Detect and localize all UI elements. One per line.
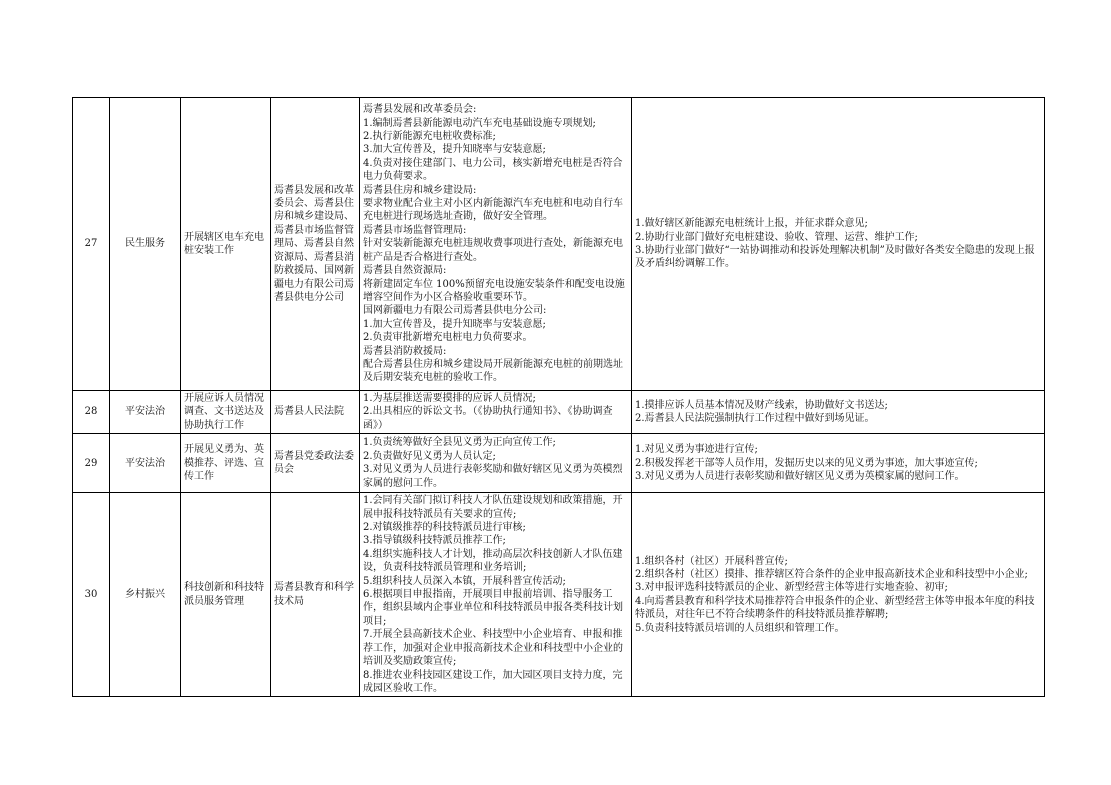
town-duties-cell: [632, 391, 1045, 434]
category-cell: 平安法治: [110, 434, 181, 493]
duty-line: 1.加大宣传普及，提升知晓率与安装意愿;: [363, 318, 546, 330]
town-duty-line: 5.负责科技特派员培训的人员组织和管理工作。: [635, 622, 845, 634]
duty-line: 国网新疆电力有限公司焉耆县供电分公司:: [363, 305, 547, 317]
duty-line: 3.加大宣传普及，提升知晓率与安装意愿;: [363, 144, 546, 156]
duty-line: 1.负责统筹做好全县见义勇为正向宣传工作;: [363, 437, 556, 449]
row-number: 29: [73, 434, 110, 493]
department-duties-cell: [360, 98, 632, 391]
department-duties-cell: [360, 391, 632, 434]
duty-line: 6.根据项目申报指南，开展项目申报前培训、指导服务工作，组织县域内企事业单位和科技特派员申报各类科技计划项目;: [363, 589, 623, 627]
responsible-units-cell: 焉耆县党委政法委员会: [271, 434, 360, 493]
town-duty-line: 3.协助行业部门做好“一站协调推动和投诉处理解决机制”及时做好各类安全隐患的发现上报及矛盾纠纷调解工作。: [635, 245, 1035, 270]
row-number: 27: [73, 98, 110, 391]
duty-line: 焉耆县自然资源局:: [363, 265, 447, 277]
category-cell: 民生服务: [110, 98, 181, 391]
duty-line: 焉耆县市场监督管理局:: [363, 224, 467, 236]
row-number: 28: [73, 391, 110, 434]
duty-line: 8.推进农业科技园区建设工作，加大园区项目支持力度，完成园区验收工作。: [363, 669, 623, 694]
duty-line: 要求物业配合业主对小区内新能源汽车充电桩和电动自行车充电桩进行现场选址查勘，做好安全管理。: [363, 198, 623, 223]
town-duty-line: 2.协助行业部门做好充电桩建设、验收、管理、运营、维护工作;: [635, 231, 918, 243]
category-cell: 乡村振兴: [110, 493, 181, 697]
task-cell: 开展见义勇为、英模推荐、评选、宣传工作: [181, 434, 271, 493]
duty-line: 2.出具相应的诉讼文书。（《协助执行通知书》、《协助调查函》）: [363, 406, 613, 431]
duty-line: 2.执行新能源充电桩收费标准;: [363, 131, 496, 143]
town-duties-cell: [632, 434, 1045, 493]
table-row: [73, 391, 1045, 434]
table-row: [73, 493, 1045, 697]
town-duty-line: 4.向焉耆县教育和科学技术局推荐符合申报条件的企业、新型经营主体等申报本年度的科技特派员，对往年已不符合续聘条件的科技特派员推荐解聘;: [635, 595, 1035, 621]
town-duty-line: 2.组织各村（社区）摸排、推荐辖区符合条件的企业申报高新技术企业和科技型中小企业;: [635, 568, 1028, 580]
task-cell: 科技创新和科技特派员服务管理: [181, 493, 271, 697]
town-duty-line: 3.对申报评选科技特派员的企业、新型经营主体等进行实地查验、初审;: [635, 582, 948, 594]
town-duty-line: 2.积极发挥老干部等人员作用，发掘历史以来的见义勇为事迹，加大事迹宣传;: [635, 457, 978, 469]
town-duty-line: 1.对见义勇为事迹进行宣传;: [635, 444, 758, 456]
duty-line: 4.组织实施科技人才计划，推动高层次科技创新人才队伍建设，负责科技特派员管理和业务培训;: [363, 548, 623, 574]
town-duty-line: 3.对见义勇为人员进行表彰奖励和做好辖区见义勇为英模家属的慰问工作。: [635, 470, 965, 482]
town-duty-line: 1.摸排应诉人员基本情况及财产线索，协助做好文书送达;: [635, 399, 888, 411]
duty-line: 配合焉耆县住房和城乡建设局开展新能源充电桩的前期选址及后期安装充电桩的验收工作。: [363, 358, 623, 384]
duty-line: 5.组织科技人员深入本镇，开展科普宣传活动;: [363, 575, 566, 587]
town-duties-cell: [632, 98, 1045, 391]
duty-line: 1.会同有关部门拟订科技人才队伍建设规划和政策措施，开展申报科技特派员有关要求的宣传;: [363, 495, 623, 520]
category-cell: 平安法治: [110, 391, 181, 434]
duty-line: 1.为基层推送需要摸排的应诉人员情况;: [363, 393, 536, 404]
duty-line: 3.指导镇级科技特派员推荐工作;: [363, 535, 506, 547]
duty-line: 焉耆县发展和改革委员会:: [363, 104, 477, 116]
responsible-units-cell: 焉耆县人民法院: [271, 391, 360, 434]
duty-line: 2.负责做好见义勇为人员认定;: [363, 450, 496, 462]
responsibility-table: [72, 97, 1045, 697]
duty-line: 4.负责对接住建部门、电力公司，核实新增充电桩是否符合电力负荷要求。: [363, 157, 623, 183]
department-duties-cell: [360, 434, 632, 493]
duty-line: 针对安装新能源充电桩违规收费事项进行查处，新能源充电桩产品是否合格进行查处。: [363, 238, 623, 263]
duty-line: 1.编制焉耆县新能源电动汽车充电基础设施专项规划;: [363, 117, 596, 129]
town-duty-line: 2.焉耆县人民法院强制执行工作过程中做好到场见证。: [635, 413, 875, 425]
duty-line: 焉耆县消防救援局:: [363, 345, 447, 357]
responsible-units-cell: 焉耆县发展和改革委员会、焉耆县住房和城乡建设局、焉耆县市场监督管理局、焉耆县自然资源局、焉耆县消防救援局、国网新疆电力有限公司焉耆县供电分公司: [271, 98, 360, 391]
duty-line: 3.对见义勇为人员进行表彰奖励和做好辖区见义勇为英模烈家属的慰问工作。: [363, 464, 623, 489]
task-cell: 开展应诉人员情况调查、文书送达及协助执行工作: [181, 391, 271, 434]
task-cell: 开展辖区电车充电桩安装工作: [181, 98, 271, 391]
duty-line: 2.对镇级推荐的科技特派员进行审核;: [363, 522, 526, 534]
department-duties-cell: [360, 493, 632, 697]
town-duty-line: 1.做好辖区新能源充电桩统计上报，并征求群众意见;: [635, 218, 868, 230]
table-row: [73, 98, 1045, 391]
duty-line: 7.开展全县高新技术企业、科技型中小企业培育、申报和推荐工作，加强对企业申报高新技术企业和科技型中小企业的培训及奖励政策宣传;: [363, 629, 623, 668]
table-row: [73, 434, 1045, 493]
responsible-units-cell: 焉耆县教育和科学技术局: [271, 493, 360, 697]
row-number: 30: [73, 493, 110, 697]
town-duties-cell: [632, 493, 1045, 697]
duty-line: 将新建固定车位 100%预留充电设施安装条件和配变电设施增容空间作为小区合格验收重要环节。: [363, 278, 625, 303]
duty-line: 2.负责审批新增充电桩电力负荷要求。: [363, 332, 533, 344]
duty-line: 焉耆县住房和城乡建设局:: [363, 184, 477, 196]
town-duty-line: 1.组织各村（社区）开展科普宣传;: [635, 555, 788, 567]
